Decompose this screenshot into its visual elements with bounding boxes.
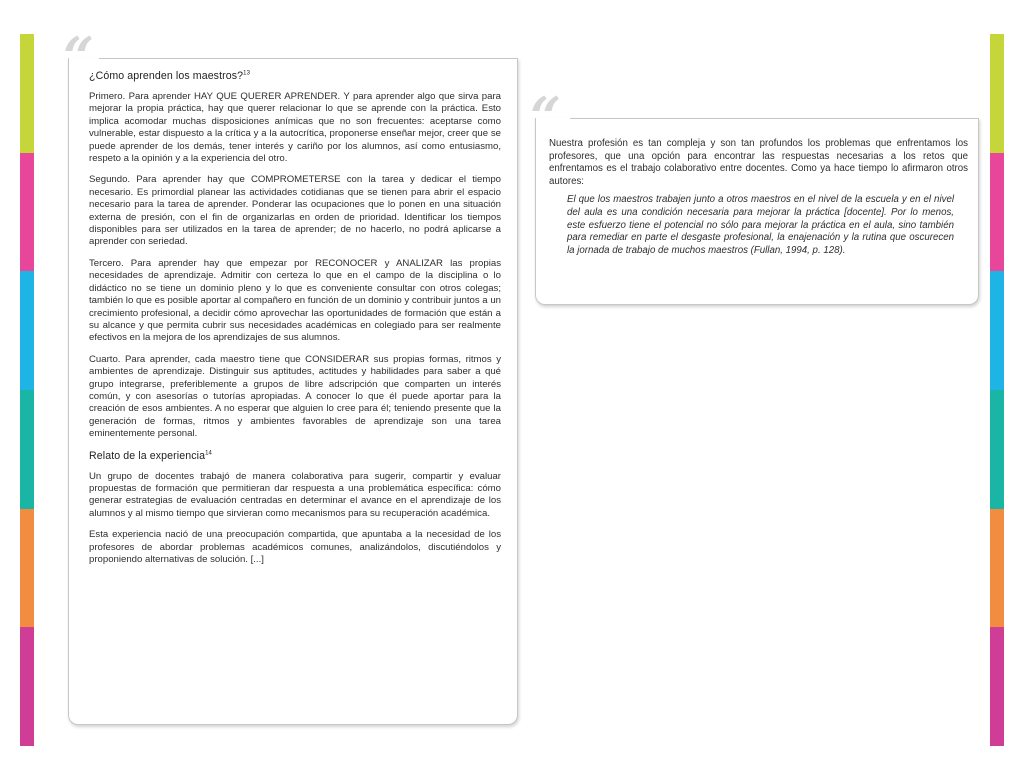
color-segment bbox=[990, 271, 1004, 390]
right-panel-content bbox=[549, 138, 968, 263]
footnote-ref: 14 bbox=[205, 450, 212, 457]
paragraph-primero: Primero. Para aprender HAY QUE QUERER APRENDER. Y para aprender algo que sirva para mejorar la propia práctica, hay que querer relacionar lo que se aprende con la práctica. Esto implica acomodar muchas disposiciones anímicas que no son frecuentes: aceptarse como vulnerable, estar dispuesto a la crítica y a la autocrítica, proponerse enseñar mejor, creer que se puede aprender de los demás, tener interés y cariño por los alumnos, así como entusiasmo, respeto a la opinión y a la experiencia del otro. bbox=[89, 91, 501, 165]
color-segment bbox=[20, 34, 34, 153]
section-heading-como-aprenden: ¿Cómo aprenden los maestros?$^{13}$ bbox=[89, 70, 251, 82]
cited-quote: El que los maestros trabajen junto a otros maestros en el nivel de la escuela y en el nivel del aula es una condición necesaria para mejorar la práctica [docente]. Por lo menos, este esfuerzo tiene el potencial no sólo para mejorar la práctica en el aula, sino también para remediar en parte el desgaste profesional, la enajenación y la rutina que oscurecen la jornada de trabajo de muchos maestros (Fullan, 1994, p. 128). bbox=[567, 194, 954, 256]
left-panel-content bbox=[89, 70, 501, 575]
color-segment bbox=[990, 509, 1004, 628]
color-segment bbox=[20, 390, 34, 509]
color-segment bbox=[20, 627, 34, 746]
footnote-ref: 13 bbox=[243, 70, 251, 77]
color-segment bbox=[990, 34, 1004, 153]
color-segment bbox=[20, 153, 34, 272]
color-segment bbox=[990, 153, 1004, 272]
intro-paragraph: Nuestra profesión es tan compleja y son tan profundos los problemas que enfrentamos los profesores, que una opción para encontrar las respuestas necesarias a los retos que enfrentamos es el trabajo colaborativo entre docentes. Como ya hace tiempo lo afirmaron otros autores: bbox=[549, 138, 968, 187]
paragraph-cuarto: Cuarto. Para aprender, cada maestro tiene que CONSIDERAR sus propias formas, ritmos y ambientes de aprendizaje. Distinguir sus aptitudes, actitudes y habilidades para saber a qué grupo integrarse, preferiblemente a grupos de libre adscripción que comparten un interés común, y con asesorías o tutorías apropiadas. A conocer lo que él puede aportar para la creación de esos ambientes. A no esperar que alguien lo cree para él; teniendo presente que la generación de formas, ritmos y ambientes favorables de aprendizaje son una tarea eminentemente personal. bbox=[89, 353, 501, 440]
paragraph-relato-1: Un grupo de docentes trabajó de manera colaborativa para sugerir, compartir y evaluar propuestas de formación que permitieran dar respuesta a una problemática específica: cómo generar estrategias de evaluación centradas en determinar el avance en el aprendizaje de los alumnos y al mismo tiempo que sirvieran como mecanismos para su recuperación académica. bbox=[89, 470, 501, 519]
paragraph-segundo: Segundo. Para aprender hay que COMPROMETERSE con la tarea y dedicar el tiempo necesario. Es primordial planear las actividades cotidianas que se tienen para abrir el espacio necesario para la tarea de aprender. Ponderar las ocupaciones que lo ponen en una situación externa de presión, con el fin de organizarlas en orden de prioridad. Identificar los tiempos disponibles para ser utilizados en la tarea de aprender; de no hacerlo, no podrá aplicarse a aprender con seriedad. bbox=[89, 174, 501, 248]
color-segment bbox=[20, 271, 34, 390]
section-heading-relato: Relato de la experiencia$^{14}$ bbox=[89, 449, 212, 462]
quote-mark-icon: “ bbox=[63, 25, 95, 89]
left-text-panel bbox=[63, 25, 518, 725]
color-segment bbox=[990, 627, 1004, 746]
color-segment bbox=[20, 509, 34, 628]
color-segment bbox=[990, 390, 1004, 509]
right-color-bar bbox=[990, 34, 1004, 746]
paragraph-tercero: Tercero. Para aprender hay que empezar por RECONOCER y ANALIZAR las propias necesidades de aprendizaje. Admitir con certeza lo que en el campo de la disciplina o lo didáctico no se tiene un dominio pleno y lo que es conveniente consultar con otros colegas; también lo que es posible aportar al compañero en función de un dominio y contribuir juntos a un crecimiento profesional, a decidir cómo aprovechar las oportunidades de formación que están a su alcance y que permita cubrir sus necesidades académicas en colegiado para ser realmente efectivos en la mejora de los aprendizajes de sus alumnos. bbox=[89, 257, 501, 344]
paragraph-relato-2: Esta experiencia nació de una preocupación compartida, que apuntaba a la necesidad de los profesores de abordar problemas académicos comunes, analizándolos, discutiéndolos y proponiendo alternativas de solución. [...] bbox=[89, 529, 501, 565]
quote-mark-icon: “ bbox=[530, 85, 562, 149]
left-color-bar bbox=[20, 34, 34, 746]
right-quote-panel bbox=[530, 85, 979, 305]
